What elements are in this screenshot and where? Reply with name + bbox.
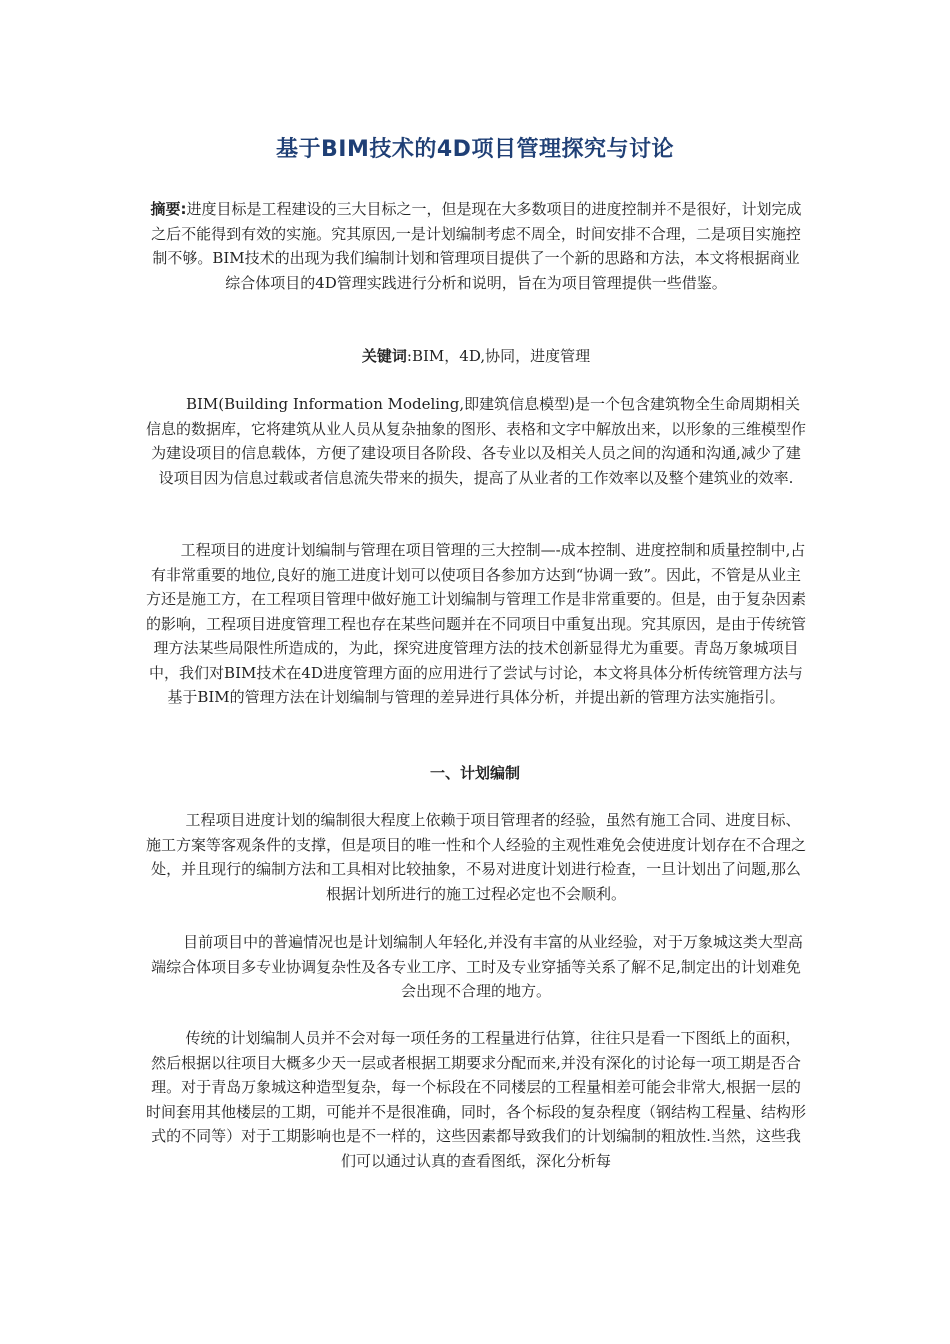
keywords-text: :BIM，4D,协同，进度管理: [406, 347, 591, 365]
abstract-paragraph: [146, 197, 806, 295]
body-paragraph-1: [146, 392, 806, 490]
body-paragraph-4: [146, 930, 806, 1004]
body-paragraph-5: [146, 1026, 806, 1173]
keywords-line: [146, 344, 806, 369]
abstract-text: 进度目标是工程建设的三大目标之一，但是现在大多数项目的进度控制并不是很好，计划完成之后不能得到有效的实施。究其原因,一是计划编制考虑不周全，时间安排不合理，二是项目实施控制不够。BIM技术的出现为我们编制计划和管理项目提供了一个新的思路和方法，本文将根据商业综合体项目的4D管理实践进行分析和说明，旨在为项目管理提供一些借鉴。: [151, 200, 802, 292]
paragraph-text: 目前项目中的普遍情况也是计划编制人年轻化,并没有丰富的从业经验，对于万象城这类大型高端综合体项目多专业协调复杂性及各专业工序、工时及专业穿插等关系了解不足,制定出的计划难免会出现不合理的地方。: [151, 933, 803, 1000]
body-paragraph-2: [146, 538, 806, 710]
paragraph-text: 工程项目的进度计划编制与管理在项目管理的三大控制—-成本控制、进度控制和质量控制中,占有非常重要的地位,良好的施工进度计划可以使项目各参加方达到“协调一致”。因此，不管是从业主方还是施工方，在工程项目管理中做好施工计划编制与管理工作是非常重要的。但是，由于复杂因素的影响，工程项目进度管理工程也存在某些问题并在不同项目中重复出现。究其原因，是由于传统管理方法某些局限性所造成的，为此，探究进度管理方法的技术创新显得尤为重要。青岛万象城项目中，我们对BIM技术在4D进度管理方面的应用进行了尝试与讨论，本文将具体分析传统管理方法与基于BIM的管理方法在计划编制与管理的差异进行具体分析，并提出新的管理方法实施指引。: [146, 541, 807, 706]
paragraph-text: 工程项目进度计划的编制很大程度上依赖于项目管理者的经验，虽然有施工合同、进度目标、施工方案等客观条件的支撑，但是项目的唯一性和个人经验的主观性难免会使进度计划存在不合理之处，并且现行的编制方法和工具相对比较抽象，不易对进度计划进行检查，一旦计划出了问题,那么根据计划所进行的施工过程必定也不会顺利。: [146, 811, 807, 903]
body-paragraph-3: [146, 808, 806, 906]
keywords-label: 关键词: [361, 347, 407, 365]
abstract-label: 摘要:: [150, 200, 187, 218]
document-title: 基于BIM技术的4D项目管理探究与讨论: [276, 137, 674, 162]
paragraph-text: BIM(Building Information Modeling,即建筑信息模型)是一个包含建筑物全生命周期相关信息的数据库，它将建筑从业人员从复杂抽象的图形、表格和文字中解放出来，以形象的三维模型作为建设项目的信息载体，方便了建设项目各阶段、各专业以及相关人员之间的沟通和沟通,减少了建设项目因为信息过载或者信息流失带来的损失，提高了从业者的工作效率以及整个建筑业的效率.: [146, 395, 807, 487]
section-heading: 一、计划编制: [429, 764, 520, 782]
paragraph-text: 传统的计划编制人员并不会对每一项任务的工程量进行估算，往往只是看一下图纸上的面积，然后根据以往项目大概多少天一层或者根据工期要求分配而来,并没有深化的讨论每一项工期是否合理。对于青岛万象城这种造型复杂，每一个标段在不同楼层的工程量相差可能会非常大,根据一层的时间套用其他楼层的工期，可能并不是很准确，同时，各个标段的复杂程度（钢结构工程量、结构形式的不同等）对于工期影响也是不一样的，这些因素都导致我们的计划编制的粗放性.当然，这些我们可以通过认真的查看图纸，深化分析每: [146, 1029, 807, 1170]
